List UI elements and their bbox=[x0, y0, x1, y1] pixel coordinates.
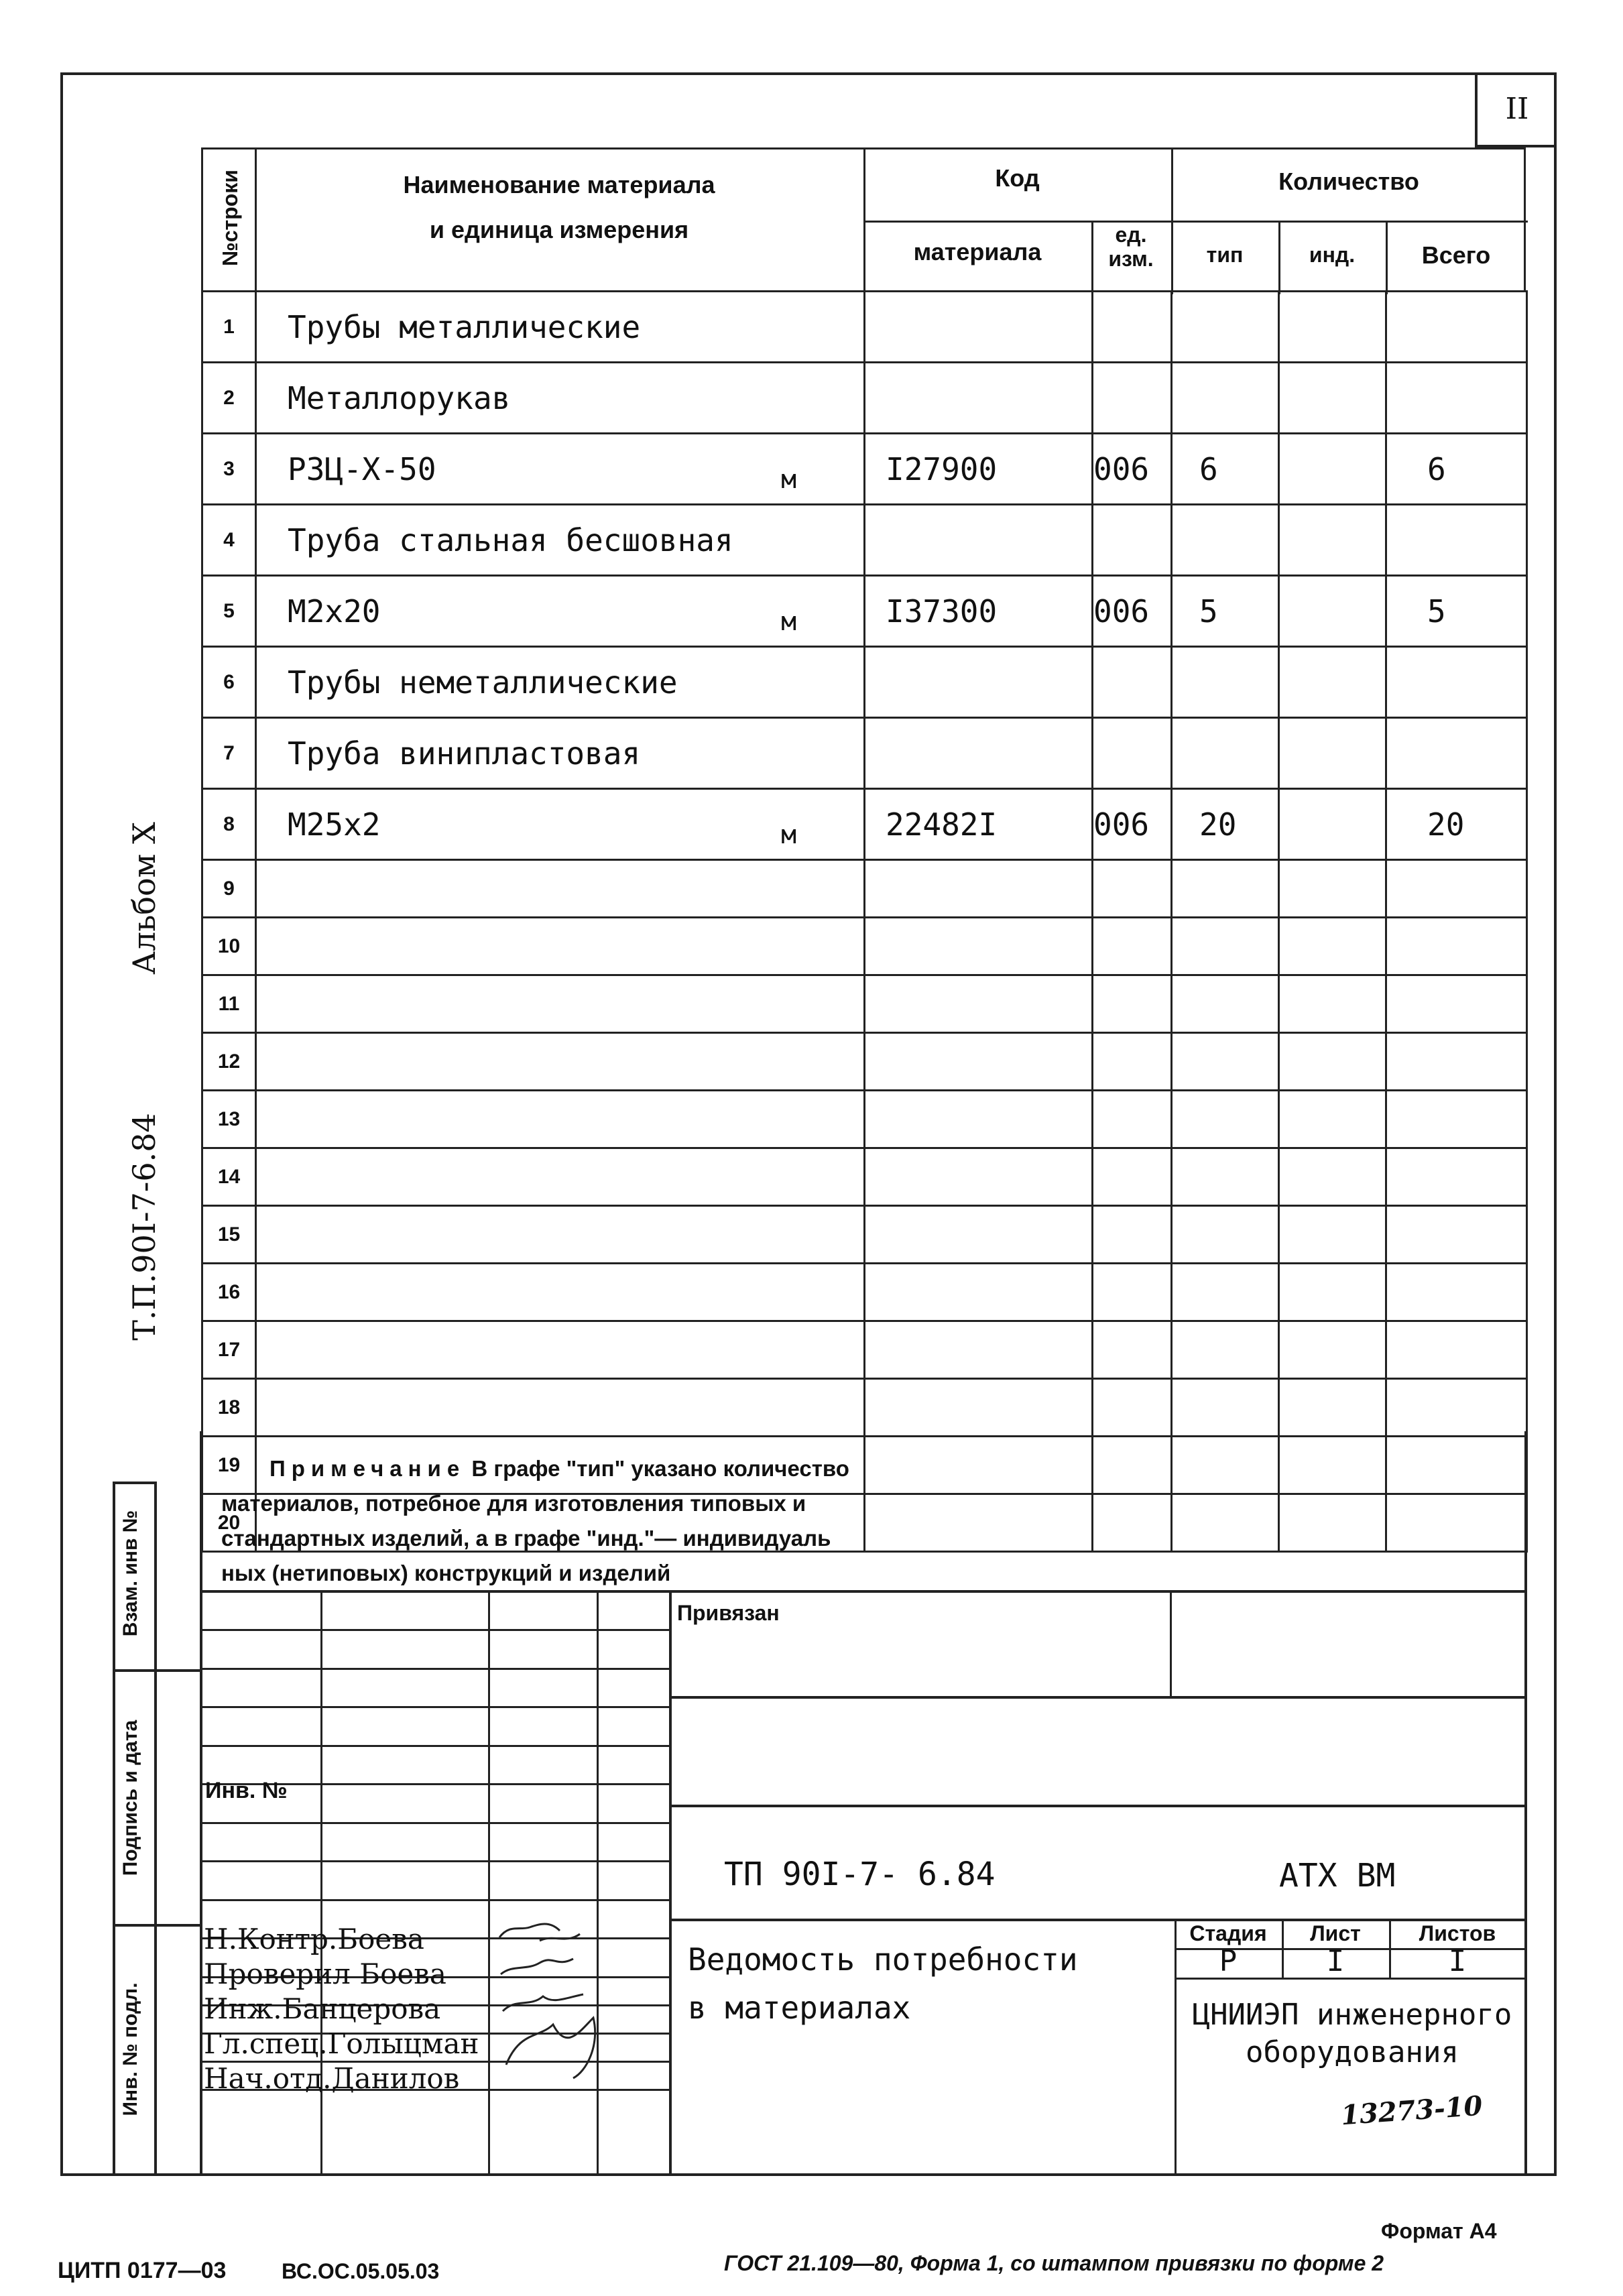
stamp-doc-code: ТП 90I-7- 6.84 bbox=[724, 1856, 996, 1893]
row-total bbox=[1386, 647, 1527, 718]
footer-left-code2: ВС.ОС.05.05.03 bbox=[282, 2259, 440, 2283]
footer-gost: ГОСТ 21.109—80, Форма 1, со штампом привязки по форме 2 bbox=[724, 2251, 1384, 2275]
note-line2: материалов, потребное для изготовления типовых и bbox=[221, 1491, 806, 1516]
row-type bbox=[1172, 1379, 1279, 1437]
header-name-line1: Наименование материала bbox=[403, 171, 715, 198]
left-doc-code: Т.П.90I-7-6.84 bbox=[126, 1113, 162, 1341]
label-vzam-inv: Взам. инв № bbox=[119, 1510, 141, 1637]
row-code bbox=[865, 1494, 1093, 1552]
row-number: 13 bbox=[202, 1091, 256, 1148]
stage-value: Р bbox=[1219, 1944, 1238, 1978]
row-unit bbox=[1093, 1437, 1172, 1494]
row-name: Трубы неметаллические bbox=[256, 647, 865, 718]
table-row bbox=[202, 1379, 1527, 1437]
row-total bbox=[1386, 1321, 1527, 1379]
row-total: 5 bbox=[1386, 576, 1527, 647]
row-unit bbox=[1093, 363, 1172, 434]
row-ind bbox=[1279, 789, 1386, 860]
row-code bbox=[865, 292, 1093, 363]
row-code bbox=[865, 1379, 1093, 1437]
row-ind bbox=[1279, 1437, 1386, 1494]
row-name bbox=[256, 1148, 865, 1206]
header-unit: ед. изм. bbox=[1108, 223, 1154, 271]
stamp-title-line1: Ведомость потребности bbox=[688, 1941, 1078, 1978]
row-unit bbox=[1093, 505, 1172, 576]
row-unit bbox=[1093, 1148, 1172, 1206]
row-total bbox=[1386, 1494, 1527, 1552]
row-unit bbox=[1093, 1091, 1172, 1148]
row-total bbox=[1386, 718, 1527, 789]
row-number: 20 bbox=[202, 1494, 256, 1552]
note-line1: В графе "тип" указано количество bbox=[471, 1456, 849, 1481]
row-measure-unit: м bbox=[781, 820, 796, 849]
row-total bbox=[1386, 1033, 1527, 1091]
row-ind bbox=[1279, 1379, 1386, 1437]
row-name: Труба винипластовая bbox=[256, 718, 865, 789]
row-measure-unit: м bbox=[781, 465, 796, 494]
header-quantity: Количество bbox=[1278, 168, 1419, 195]
row-number: 11 bbox=[202, 975, 256, 1033]
row-code bbox=[865, 918, 1093, 975]
row-unit bbox=[1093, 292, 1172, 363]
row-type: 20 bbox=[1172, 789, 1279, 860]
header-code: Код bbox=[995, 164, 1040, 192]
row-total: 6 bbox=[1386, 434, 1527, 505]
row-unit bbox=[1093, 1206, 1172, 1264]
row-name: Труба стальная бесшовная bbox=[256, 505, 865, 576]
stamp-title-line2: в материалах bbox=[688, 1990, 911, 2026]
row-measure-unit: м bbox=[781, 607, 796, 636]
format-label: Формат А4 bbox=[1381, 2219, 1497, 2243]
row-total bbox=[1386, 363, 1527, 434]
row-type bbox=[1172, 1033, 1279, 1091]
row-ind bbox=[1279, 1264, 1386, 1321]
row-ind bbox=[1279, 718, 1386, 789]
row-name bbox=[256, 1321, 865, 1379]
note-line3: стандартных изделий, а в графе "инд."— индивидуаль bbox=[221, 1526, 831, 1551]
row-code bbox=[865, 1148, 1093, 1206]
row-type bbox=[1172, 1321, 1279, 1379]
row-name bbox=[256, 1379, 865, 1437]
table-row bbox=[202, 1206, 1527, 1264]
sheet-value: I bbox=[1326, 1944, 1345, 1978]
row-number: 17 bbox=[202, 1321, 256, 1379]
row-name bbox=[256, 1264, 865, 1321]
table-row bbox=[202, 718, 1527, 789]
table-row bbox=[202, 576, 1527, 647]
row-ind bbox=[1279, 1494, 1386, 1552]
row-type bbox=[1172, 1437, 1279, 1494]
row-unit: 006 bbox=[1093, 789, 1172, 860]
row-code: I37300 bbox=[865, 576, 1093, 647]
row-code bbox=[865, 860, 1093, 918]
row-code bbox=[865, 363, 1093, 434]
row-name bbox=[256, 860, 865, 918]
header-material: материала bbox=[913, 238, 1042, 265]
row-number: 6 bbox=[202, 647, 256, 718]
table-row bbox=[202, 1321, 1527, 1379]
album-label: Альбом Х bbox=[126, 822, 162, 975]
row-number: 2 bbox=[202, 363, 256, 434]
table-row bbox=[202, 1033, 1527, 1091]
row-total bbox=[1386, 1091, 1527, 1148]
row-ind bbox=[1279, 363, 1386, 434]
row-type bbox=[1172, 1148, 1279, 1206]
table-row bbox=[202, 1091, 1527, 1148]
row-type bbox=[1172, 918, 1279, 975]
table-row bbox=[202, 1148, 1527, 1206]
row-ind bbox=[1279, 975, 1386, 1033]
row-code: 22482I bbox=[865, 789, 1093, 860]
row-code bbox=[865, 505, 1093, 576]
row-name bbox=[256, 1033, 865, 1091]
org-line1: ЦНИИЭП инженерного bbox=[1192, 1998, 1512, 2032]
row-type bbox=[1172, 1091, 1279, 1148]
row-type bbox=[1172, 718, 1279, 789]
row-name bbox=[256, 1091, 865, 1148]
table-row bbox=[202, 918, 1527, 975]
row-number: 15 bbox=[202, 1206, 256, 1264]
table-row bbox=[202, 860, 1527, 918]
row-name: М25х2 м bbox=[256, 789, 865, 860]
row-total bbox=[1386, 918, 1527, 975]
row-name bbox=[256, 918, 865, 975]
stage-label: Стадия bbox=[1189, 1921, 1267, 1945]
table-row bbox=[202, 1264, 1527, 1321]
row-code bbox=[865, 1437, 1093, 1494]
row-code bbox=[865, 1091, 1093, 1148]
inv-no-label: Инв. № bbox=[205, 1778, 288, 1803]
row-unit bbox=[1093, 1264, 1172, 1321]
header-name-line2: и единица измерения bbox=[429, 216, 689, 243]
sheets-value: I bbox=[1448, 1944, 1467, 1978]
header-type: тип bbox=[1206, 243, 1244, 267]
row-ind bbox=[1279, 576, 1386, 647]
table-row bbox=[202, 975, 1527, 1033]
row-number: 12 bbox=[202, 1033, 256, 1091]
row-total bbox=[1386, 505, 1527, 576]
row-number: 8 bbox=[202, 789, 256, 860]
row-code bbox=[865, 1321, 1093, 1379]
row-number: 9 bbox=[202, 860, 256, 918]
row-number: 1 bbox=[202, 292, 256, 363]
materials-table bbox=[201, 290, 1528, 1553]
stamp-mark: АТХ ВМ bbox=[1279, 1857, 1396, 1894]
row-total: 20 bbox=[1386, 789, 1527, 860]
table-row bbox=[202, 505, 1527, 576]
row-code bbox=[865, 1033, 1093, 1091]
table-row bbox=[202, 363, 1527, 434]
table-row bbox=[202, 292, 1527, 363]
row-number: 18 bbox=[202, 1379, 256, 1437]
row-unit bbox=[1093, 1033, 1172, 1091]
row-ind bbox=[1279, 1321, 1386, 1379]
row-type bbox=[1172, 505, 1279, 576]
row-code bbox=[865, 1206, 1093, 1264]
row-type: 5 bbox=[1172, 576, 1279, 647]
row-ind bbox=[1279, 647, 1386, 718]
row-unit bbox=[1093, 1321, 1172, 1379]
row-unit bbox=[1093, 1379, 1172, 1437]
row-ind bbox=[1279, 1148, 1386, 1206]
table-row bbox=[202, 789, 1527, 860]
row-type bbox=[1172, 292, 1279, 363]
row-name: Трубы металлические bbox=[256, 292, 865, 363]
label-inv-podl: Инв. № подл. bbox=[119, 1982, 141, 2116]
row-unit: 006 bbox=[1093, 434, 1172, 505]
person-2: Проверил Боева bbox=[204, 1957, 446, 1990]
row-unit bbox=[1093, 718, 1172, 789]
row-ind bbox=[1279, 434, 1386, 505]
note-block bbox=[221, 1451, 849, 1591]
table-row bbox=[202, 434, 1527, 505]
table-row bbox=[202, 647, 1527, 718]
row-number: 16 bbox=[202, 1264, 256, 1321]
row-type bbox=[1172, 1264, 1279, 1321]
row-type bbox=[1172, 1206, 1279, 1264]
row-number: 3 bbox=[202, 434, 256, 505]
privyazan-label: Привязан bbox=[677, 1601, 780, 1625]
org-line2: оборудования bbox=[1246, 2035, 1459, 2069]
row-total bbox=[1386, 1437, 1527, 1494]
sheet-label: Лист bbox=[1310, 1921, 1361, 1945]
person-3: Инж.Банцерова bbox=[204, 1992, 441, 2025]
note-label: Примечание bbox=[269, 1456, 466, 1481]
row-code bbox=[865, 647, 1093, 718]
header-total: Всего bbox=[1421, 241, 1491, 269]
row-code bbox=[865, 718, 1093, 789]
row-name: РЗЦ-Х-50 м bbox=[256, 434, 865, 505]
row-ind bbox=[1279, 1033, 1386, 1091]
person-1: Н.Контр.Боева bbox=[204, 1923, 424, 1955]
row-ind bbox=[1279, 505, 1386, 576]
footer-left-code: ЦИТП 0177—03 bbox=[58, 2258, 227, 2283]
row-number: 4 bbox=[202, 505, 256, 576]
row-total bbox=[1386, 860, 1527, 918]
row-unit bbox=[1093, 975, 1172, 1033]
label-signature-date: Подпись и дата bbox=[119, 1719, 141, 1876]
row-ind bbox=[1279, 860, 1386, 918]
note-line4: ных (нетиповых) конструкций и изделий bbox=[221, 1561, 671, 1585]
row-number: 10 bbox=[202, 918, 256, 975]
person-5: Нач.отд.Данилов bbox=[204, 2062, 460, 2095]
signatures-scribble bbox=[493, 1911, 620, 2098]
row-total bbox=[1386, 1379, 1527, 1437]
row-type bbox=[1172, 647, 1279, 718]
sheets-label: Листов bbox=[1419, 1921, 1496, 1945]
row-number: 5 bbox=[202, 576, 256, 647]
row-unit bbox=[1093, 918, 1172, 975]
row-ind bbox=[1279, 918, 1386, 975]
archive-number: 13273-10 bbox=[1339, 2090, 1484, 2132]
row-number: 7 bbox=[202, 718, 256, 789]
row-name bbox=[256, 1206, 865, 1264]
row-unit bbox=[1093, 1494, 1172, 1552]
row-unit bbox=[1093, 860, 1172, 918]
row-type bbox=[1172, 363, 1279, 434]
row-total bbox=[1386, 1206, 1527, 1264]
sheet-number: II bbox=[1475, 72, 1557, 147]
row-number: 14 bbox=[202, 1148, 256, 1206]
row-code: I27900 bbox=[865, 434, 1093, 505]
header-row-number: №строки bbox=[218, 170, 242, 266]
row-unit: 006 bbox=[1093, 576, 1172, 647]
row-name bbox=[256, 975, 865, 1033]
row-total bbox=[1386, 1264, 1527, 1321]
row-type bbox=[1172, 975, 1279, 1033]
row-total bbox=[1386, 975, 1527, 1033]
row-type: 6 bbox=[1172, 434, 1279, 505]
row-ind bbox=[1279, 292, 1386, 363]
row-number: 19 bbox=[202, 1437, 256, 1494]
row-code bbox=[865, 1264, 1093, 1321]
row-type bbox=[1172, 860, 1279, 918]
row-total bbox=[1386, 292, 1527, 363]
row-unit bbox=[1093, 647, 1172, 718]
row-code bbox=[865, 975, 1093, 1033]
row-type bbox=[1172, 1494, 1279, 1552]
row-total bbox=[1386, 1148, 1527, 1206]
person-4: Гл.спец.Голыцман bbox=[204, 2027, 479, 2060]
row-ind bbox=[1279, 1091, 1386, 1148]
header-ind: инд. bbox=[1309, 243, 1356, 267]
row-name: М2х20 м bbox=[256, 576, 865, 647]
row-ind bbox=[1279, 1206, 1386, 1264]
row-name: Металлорукав bbox=[256, 363, 865, 434]
